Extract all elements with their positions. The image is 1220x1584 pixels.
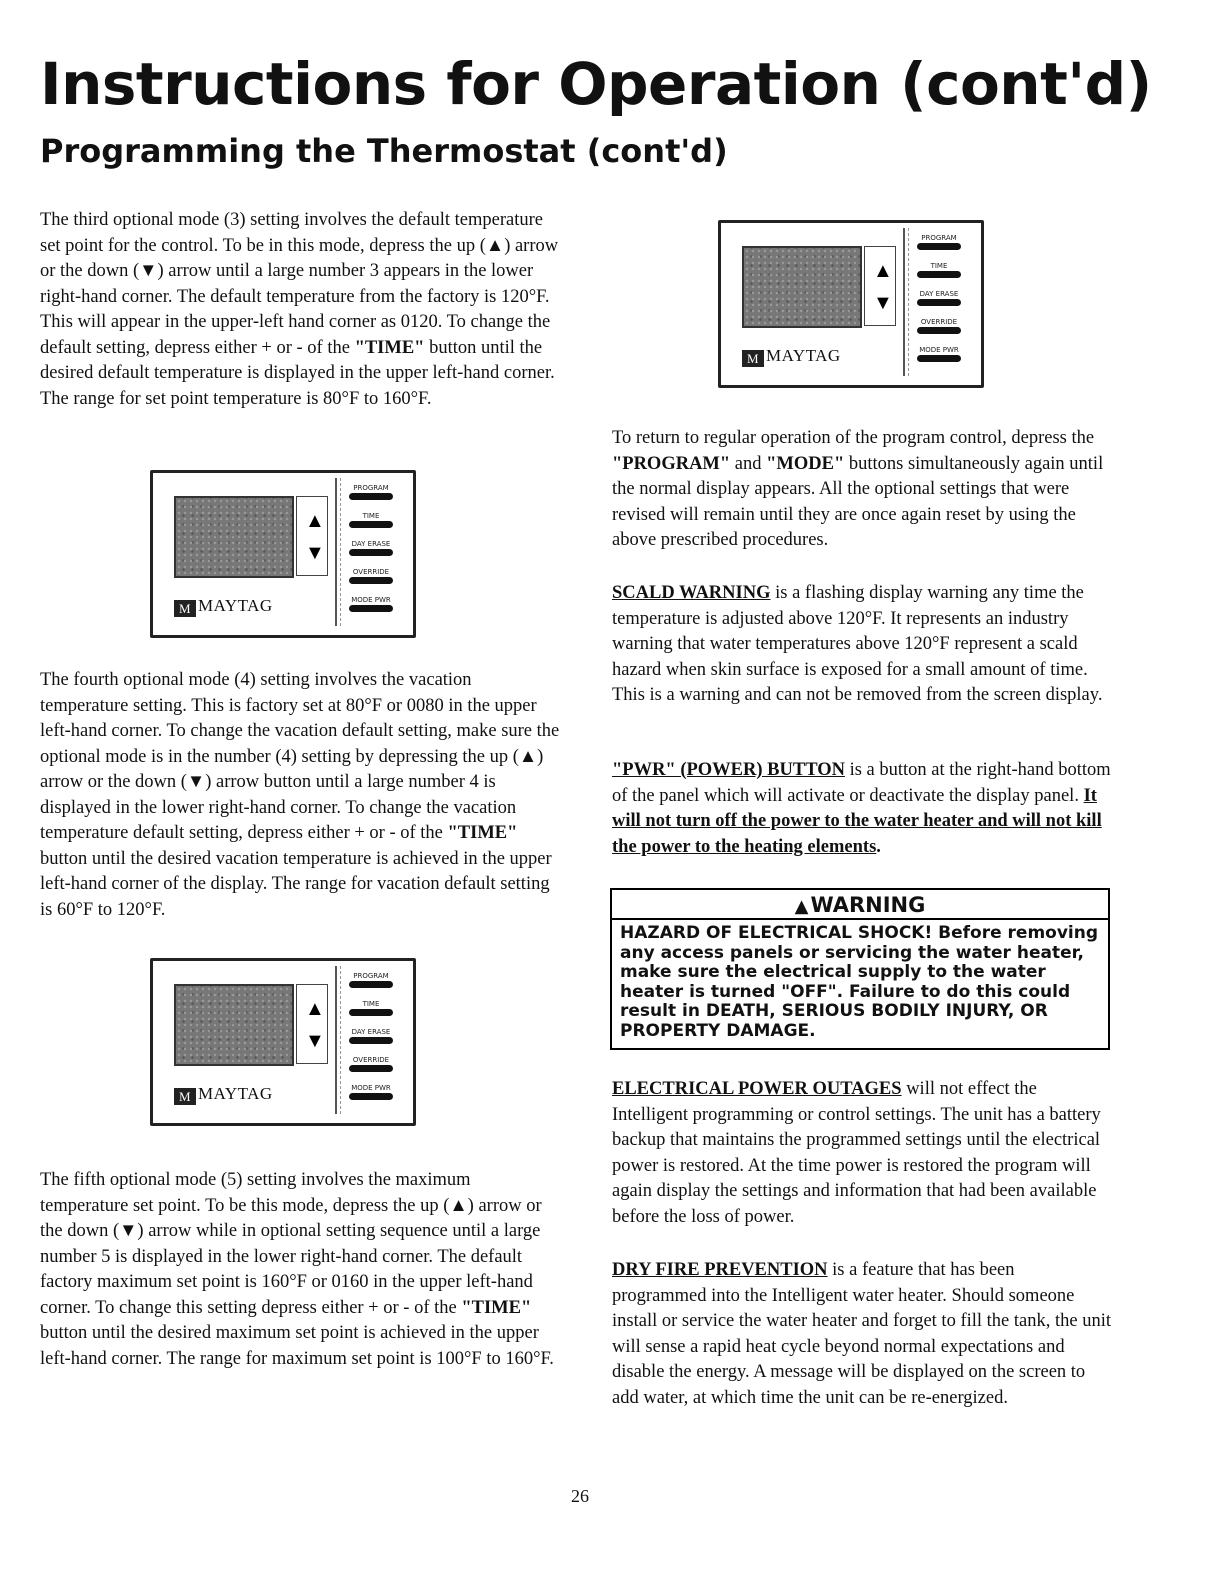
arrow-down-icon: ▼ <box>305 542 325 564</box>
paragraph-mode-3: The third optional mode (3) setting involves the default temperature set point for the control. To be in this mode, depress the up (▲) arrow or the down (▼) arrow until a large number 3 appears in the lower right-hand corner. The default temperature from the factory is 120°F. This will appear in the upper-left hand corner as 0120. To change the default setting, depress either + or - of the "TIME" button until the desired default temperature is displayed in the upper left-hand corner. The range for set point temperature is 80°F to 160°F. <box>40 210 559 409</box>
arrow-down-icon: ▼ <box>305 1030 325 1052</box>
arrow-up-icon: ▲ <box>305 998 325 1020</box>
arrow-up-icon: ▲ <box>873 260 893 282</box>
page-number: 26 <box>571 1486 589 1506</box>
maytag-logo-icon: M <box>174 600 196 617</box>
arrow-down-icon: ▼ <box>873 292 893 314</box>
warning-heading: ▲WARNING <box>612 890 1108 920</box>
paragraph-power-outages: ELECTRICAL POWER OUTAGES will not effect the Intelligent programming or control settings. The unit has a battery backup that maintains the programmed settings until the electrical power is restored. At the time power is restored the program will again display the settings and information that had been available before the loss of power. <box>612 1079 1101 1227</box>
page-title: Instructions for Operation (cont'd) <box>40 50 1152 118</box>
paragraph-return-regular: To return to regular operation of the program control, depress the "PROGRAM" and "MODE" buttons simultaneously again until the normal display appears. All the optional settings that were revised will remain until they are once again reset by using the above prescribed procedures. <box>612 428 1104 550</box>
paragraph-mode-4: The fourth optional mode (4) setting involves the vacation temperature setting. This is factory set at 80°F or 0080 in the upper left-hand corner. To change the vacation default setting, make sure the optional mode is in the number (4) setting by depressing the up (▲) arrow or the down (▼) arrow button until a large number 4 is displayed in the lower right-hand corner. To change the vacation temperature default setting, depress either + or - of the "TIME" button until the desired vacation temperature is achieved in the upper left-hand corner of the display. The range for vacation default setting is 60°F to 120°F. <box>40 670 560 920</box>
maytag-logo-icon: M <box>174 1088 196 1105</box>
thermostat-display <box>174 496 294 578</box>
paragraph-scald-warning: SCALD WARNING is a flashing display warning any time the temperature is adjusted above 120°F. It represents an industry warning that water temperatures above 120°F represent a scald hazard when skin surface is exposed for a small amount of time. This is a warning and can not be removed from the screen display. <box>612 583 1103 705</box>
thermostat-display <box>174 984 294 1066</box>
warning-box <box>610 888 1110 1050</box>
warning-text: HAZARD OF ELECTRICAL SHOCK! Before removing any access panels or servicing the water heater, make sure the electrical supply to the water heater is turned "OFF". Failure to do this could result in DEATH, SERIOUS BODILY INJURY, OR PROPERTY DAMAGE. <box>620 923 1099 1041</box>
paragraph-mode-5: The fifth optional mode (5) setting involves the maximum temperature set point. To be this mode, depress the up (▲) arrow or the down (▼) arrow while in optional setting sequence until a large number 5 is displayed in the lower right-hand corner. The default factory maximum set point is 160°F or 0160 in the upper left-hand corner. To change this setting depress either + or - of the "TIME" button until the desired maximum set point is achieved in the upper left-hand corner. The range for maximum set point is 100°F to 160°F. <box>40 1170 554 1369</box>
maytag-logo-icon: M <box>742 350 764 367</box>
paragraph-dry-fire: DRY FIRE PREVENTION is a feature that has been programmed into the Intelligent water heater. Should someone install or service the water heater and forget to fill the tank, the unit will sense a rapid heat cycle beyond normal expectations and disable the energy. A message will be displayed on the screen to add water, at which time the unit can be re-energized. <box>612 1260 1111 1408</box>
brand-logo: M MAYTAG <box>742 346 841 367</box>
arrow-up-icon: ▲ <box>305 510 325 532</box>
thermostat-display <box>742 246 862 328</box>
brand-logo: M MAYTAG <box>174 1084 273 1105</box>
warning-triangle-icon: ▲ <box>794 896 809 917</box>
paragraph-power-button: "PWR" (POWER) BUTTON is a button at the right-hand bottom of the panel which will activate or deactivate the display panel. It will not turn off the power to the water heater and will not kill the power to the heating elements. <box>612 760 1111 857</box>
brand-logo: M MAYTAG <box>174 596 273 617</box>
page-subtitle: Programming the Thermostat (cont'd) <box>40 132 728 170</box>
